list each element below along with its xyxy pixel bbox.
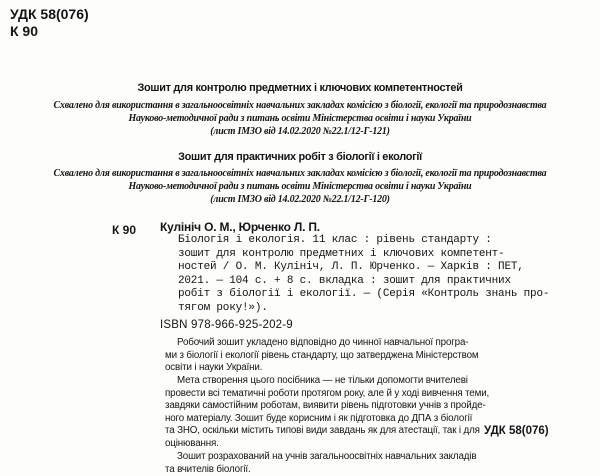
annotation-line: провести всі тематичні роботи протягом року, але й у ході вивчення теми, <box>165 387 490 399</box>
annotation-line: та ЗНО, оскільки містить типові види завдань як для атестації, так і для <box>165 425 480 437</box>
card-description-line: зошит для контролю предметних і ключових компетент- <box>178 247 505 260</box>
library-index: К 90 <box>10 23 39 39</box>
block2-approval-line-2: Науково-методичної ради з питань освіти Міністерства освіти і науки України <box>128 181 472 192</box>
annotation-line: освіти і науки України. <box>165 362 263 374</box>
annotation-paragraph-1 <box>165 337 485 375</box>
block2-approval-line-1: Схвалено для використання в загальноосвітніх навчальних закладах комісією з біології, екології та природознавства <box>53 168 547 179</box>
card-authors: Кулініч О. М., Юрченко Л. П. <box>160 220 320 234</box>
block1-approval-line-2: Науково-методичної ради з питань освіти Міністерства освіти і науки України <box>128 113 472 124</box>
annotation-line: Мета створення цього посібника — не тільки допомогти вчителеві <box>177 375 468 386</box>
annotation-line: ми з біології і екології рівень стандарту, що затверджена Міністерством <box>165 349 479 361</box>
udk-code-bottom: УДК 58(076) <box>484 425 549 437</box>
annotation-line: Зошит розрахований на учнів загальноосвітніх навчальних закладів <box>177 451 477 462</box>
block1-title: Зошит для контролю предметних і ключових компетентностей <box>137 82 463 94</box>
block2-title: Зошит для практичних робіт з біології і екології <box>178 151 422 163</box>
annotation-line: ного матеріалу. Зошит буде корисним і як підготовка до ДПА з біології <box>165 412 473 424</box>
annotation-paragraph-3 <box>165 451 485 476</box>
card-description-line: Біологія і екологія. 11 клас : рівень стандарту : <box>178 234 492 246</box>
isbn: ISBN 978-966-925-202-9 <box>160 319 293 331</box>
udk-code: УДК 58(076) <box>10 6 89 22</box>
card-description <box>178 234 550 315</box>
annotation-paragraph-2 <box>165 375 490 451</box>
annotation-line: завдяки самостійним роботам, виявити рівень підготовки учнів з пройде- <box>165 400 486 412</box>
block1-approval-line-1: Схвалено для використання в загальноосвітніх навчальних закладах комісією з біології, екології та природознавства <box>53 100 547 111</box>
card-index: К 90 <box>112 223 137 237</box>
card-description-line: тягом року!»). <box>178 301 268 314</box>
annotation-line: оцінювання. <box>165 437 219 449</box>
card-description-line: 2021. — 104 с. + 8 с. вкладка : зошит для практичних <box>178 274 511 287</box>
card-description-line: робіт з біології і екології. — (Серія «Контроль знань про- <box>178 288 550 300</box>
block1-approval-line-3: (лист ІМЗО від 14.02.2020 №22.1/12-Г-121) <box>210 126 390 137</box>
card-description-line: ностей / О. М. Кулініч, Л. П. Юрченко. — Харків : ПЕТ, <box>178 261 524 273</box>
annotation-line: та вчителів біології. <box>165 463 251 475</box>
annotation-line: Робочий зошит укладено відповідно до чинної навчальної програ- <box>177 337 469 348</box>
block2-approval-line-3: (лист ІМЗО від 14.02.2020 №22.1/12-Г-120) <box>210 194 390 205</box>
